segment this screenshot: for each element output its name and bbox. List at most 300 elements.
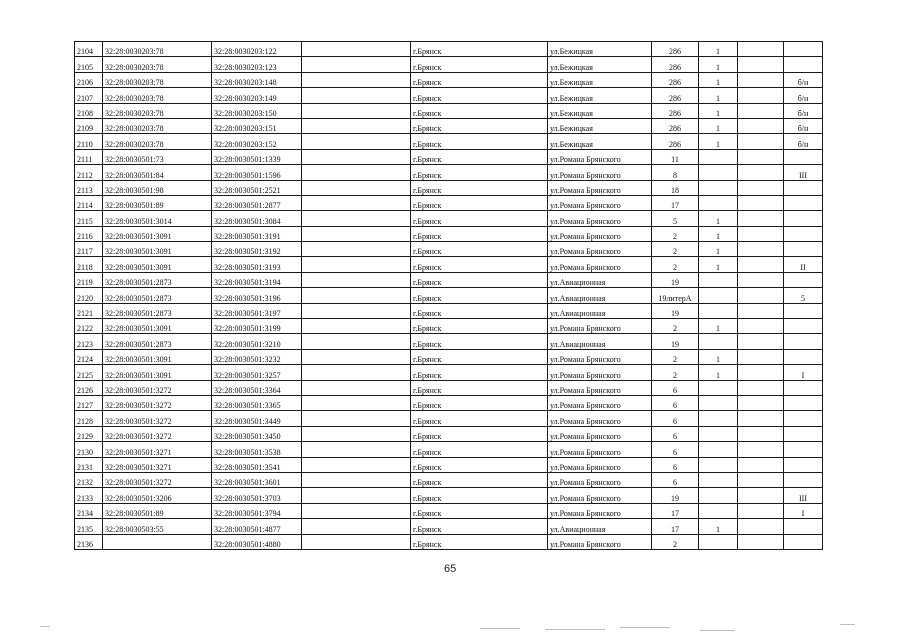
city: г.Брянск <box>411 272 548 287</box>
table-row <box>75 334 823 349</box>
empty-cell <box>302 349 411 364</box>
cadastral-number: 32:28:0030501:3192 <box>212 242 302 257</box>
table-row <box>75 319 823 334</box>
row-number: 2113 <box>75 180 103 195</box>
row-number: 2112 <box>75 165 103 180</box>
table-row <box>75 365 823 380</box>
city: г.Брянск <box>411 288 548 303</box>
parent-cadastral-number: 32:28:0030501:3091 <box>103 349 212 364</box>
city: г.Брянск <box>411 257 548 272</box>
row-number: 2123 <box>75 334 103 349</box>
street: ул.Авиационная <box>548 334 652 349</box>
table-row <box>75 426 823 441</box>
empty-cell <box>738 57 784 72</box>
building: б/н <box>784 118 823 133</box>
parent-cadastral-number: 32:28:0030203:78 <box>103 72 212 87</box>
table-row <box>75 257 823 272</box>
table-row <box>75 272 823 287</box>
house-number: 286 <box>652 72 699 87</box>
litera: 1 <box>699 118 738 133</box>
house-number: 8 <box>652 165 699 180</box>
table-row <box>75 165 823 180</box>
city: г.Брянск <box>411 319 548 334</box>
cadastral-number: 32:28:0030501:4877 <box>212 519 302 534</box>
house-number: 19литерА <box>652 288 699 303</box>
empty-cell <box>302 272 411 287</box>
street: ул.Романа Брянского <box>548 165 652 180</box>
building: б/н <box>784 72 823 87</box>
row-number: 2124 <box>75 349 103 364</box>
city: г.Брянск <box>411 149 548 164</box>
register-table-wrapper <box>74 41 823 550</box>
building <box>784 380 823 395</box>
empty-cell <box>302 519 411 534</box>
litera <box>699 503 738 518</box>
table-row <box>75 72 823 87</box>
empty-cell <box>738 149 784 164</box>
house-number: 2 <box>652 257 699 272</box>
parent-cadastral-number: 32:28:0030501:3091 <box>103 242 212 257</box>
city: г.Брянск <box>411 57 548 72</box>
house-number: 2 <box>652 226 699 241</box>
table-row <box>75 288 823 303</box>
street: ул.Романа Брянского <box>548 349 652 364</box>
street: ул.Романа Брянского <box>548 226 652 241</box>
empty-cell <box>302 72 411 87</box>
row-number: 2136 <box>75 534 103 549</box>
parent-cadastral-number: 32:28:0030501:3014 <box>103 211 212 226</box>
street: ул.Романа Брянского <box>548 411 652 426</box>
empty-cell <box>738 534 784 549</box>
empty-cell <box>738 242 784 257</box>
cadastral-number: 32:28:0030501:3257 <box>212 365 302 380</box>
house-number: 19 <box>652 488 699 503</box>
building <box>784 180 823 195</box>
empty-cell <box>738 303 784 318</box>
parent-cadastral-number: 32:28:0030501:2873 <box>103 303 212 318</box>
house-number: 286 <box>652 118 699 133</box>
empty-cell <box>302 503 411 518</box>
empty-cell <box>738 103 784 118</box>
empty-cell <box>738 472 784 487</box>
parent-cadastral-number: 32:28:0030501:3271 <box>103 457 212 472</box>
city: г.Брянск <box>411 503 548 518</box>
cadastral-number: 32:28:0030501:3193 <box>212 257 302 272</box>
parent-cadastral-number: 32:28:0030501:3091 <box>103 319 212 334</box>
street: ул.Романа Брянского <box>548 472 652 487</box>
table-row <box>75 411 823 426</box>
cadastral-number: 32:28:0030501:3197 <box>212 303 302 318</box>
parent-cadastral-number: 32:28:0030501:3272 <box>103 472 212 487</box>
table-row <box>75 88 823 103</box>
empty-cell <box>302 88 411 103</box>
empty-cell <box>302 365 411 380</box>
street: ул.Романа Брянского <box>548 442 652 457</box>
litera <box>699 488 738 503</box>
cadastral-number: 32:28:0030501:3191 <box>212 226 302 241</box>
empty-cell <box>738 257 784 272</box>
parent-cadastral-number: 32:28:0030203:78 <box>103 118 212 133</box>
parent-cadastral-number: 32:28:0030501:2873 <box>103 272 212 287</box>
city: г.Брянск <box>411 488 548 503</box>
building <box>784 272 823 287</box>
empty-cell <box>302 165 411 180</box>
building <box>784 472 823 487</box>
parent-cadastral-number: 32:28:0030501:3091 <box>103 365 212 380</box>
row-number: 2105 <box>75 57 103 72</box>
street: ул.Романа Брянского <box>548 319 652 334</box>
building <box>784 442 823 457</box>
building <box>784 42 823 57</box>
house-number: 2 <box>652 349 699 364</box>
row-number: 2120 <box>75 288 103 303</box>
building <box>784 411 823 426</box>
city: г.Брянск <box>411 72 548 87</box>
litera <box>699 334 738 349</box>
city: г.Брянск <box>411 103 548 118</box>
empty-cell <box>302 134 411 149</box>
building: б/н <box>784 134 823 149</box>
parent-cadastral-number: 32:28:0030501:3272 <box>103 426 212 441</box>
parent-cadastral-number: 32:28:0030501:73 <box>103 149 212 164</box>
city: г.Брянск <box>411 242 548 257</box>
cadastral-number: 32:28:0030501:3232 <box>212 349 302 364</box>
city: г.Брянск <box>411 411 548 426</box>
parent-cadastral-number: 32:28:0030203:78 <box>103 42 212 57</box>
street: ул.Авиационная <box>548 272 652 287</box>
house-number: 18 <box>652 180 699 195</box>
parent-cadastral-number: 32:28:0030501:98 <box>103 180 212 195</box>
house-number: 2 <box>652 365 699 380</box>
empty-cell <box>738 365 784 380</box>
table-row <box>75 103 823 118</box>
empty-cell <box>738 503 784 518</box>
empty-cell <box>302 395 411 410</box>
house-number: 2 <box>652 242 699 257</box>
house-number: 286 <box>652 134 699 149</box>
row-number: 2125 <box>75 365 103 380</box>
building <box>784 457 823 472</box>
litera <box>699 534 738 549</box>
row-number: 2115 <box>75 211 103 226</box>
street: ул.Бежицкая <box>548 88 652 103</box>
street: ул.Бежицкая <box>548 57 652 72</box>
street: ул.Романа Брянского <box>548 488 652 503</box>
building <box>784 319 823 334</box>
city: г.Брянск <box>411 88 548 103</box>
row-number: 2111 <box>75 149 103 164</box>
building <box>784 519 823 534</box>
city: г.Брянск <box>411 365 548 380</box>
street: ул.Авиационная <box>548 303 652 318</box>
empty-cell <box>302 380 411 395</box>
row-number: 2134 <box>75 503 103 518</box>
empty-cell <box>738 180 784 195</box>
house-number: 286 <box>652 88 699 103</box>
table-row <box>75 534 823 549</box>
cadastral-number: 32:28:0030501:3194 <box>212 272 302 287</box>
cadastral-number: 32:28:0030203:148 <box>212 72 302 87</box>
row-number: 2104 <box>75 42 103 57</box>
litera <box>699 457 738 472</box>
parent-cadastral-number: 32:28:0030501:2873 <box>103 334 212 349</box>
table-row <box>75 349 823 364</box>
parent-cadastral-number: 32:28:0030501:3091 <box>103 226 212 241</box>
cadastral-number: 32:28:0030501:4880 <box>212 534 302 549</box>
house-number: 17 <box>652 519 699 534</box>
litera: 1 <box>699 88 738 103</box>
litera <box>699 149 738 164</box>
litera <box>699 426 738 441</box>
street: ул.Бежицкая <box>548 103 652 118</box>
table-row <box>75 57 823 72</box>
litera: 1 <box>699 57 738 72</box>
parent-cadastral-number: 32:28:0030501:3272 <box>103 380 212 395</box>
empty-cell <box>738 334 784 349</box>
cadastral-number: 32:28:0030501:1596 <box>212 165 302 180</box>
empty-cell <box>302 57 411 72</box>
parent-cadastral-number: 32:28:0030203:78 <box>103 134 212 149</box>
cadastral-number: 32:28:0030203:149 <box>212 88 302 103</box>
litera: 1 <box>699 519 738 534</box>
table-row <box>75 380 823 395</box>
parent-cadastral-number: 32:28:0030501:3271 <box>103 442 212 457</box>
litera <box>699 165 738 180</box>
cadastral-number: 32:28:0030203:150 <box>212 103 302 118</box>
house-number: 6 <box>652 457 699 472</box>
house-number: 17 <box>652 503 699 518</box>
cadastral-number: 32:28:0030501:2521 <box>212 180 302 195</box>
house-number: 6 <box>652 411 699 426</box>
table-row <box>75 503 823 518</box>
empty-cell <box>302 319 411 334</box>
cadastral-number: 32:28:0030501:3199 <box>212 319 302 334</box>
row-number: 2129 <box>75 426 103 441</box>
cadastral-number: 32:28:0030501:3703 <box>212 488 302 503</box>
street: ул.Романа Брянского <box>548 257 652 272</box>
cadastral-number: 32:28:0030203:122 <box>212 42 302 57</box>
parent-cadastral-number: 32:28:0030203:78 <box>103 57 212 72</box>
house-number: 6 <box>652 395 699 410</box>
house-number: 286 <box>652 57 699 72</box>
row-number: 2122 <box>75 319 103 334</box>
empty-cell <box>738 88 784 103</box>
empty-cell <box>302 149 411 164</box>
city: г.Брянск <box>411 534 548 549</box>
row-number: 2130 <box>75 442 103 457</box>
cadastral-number: 32:28:0030501:3541 <box>212 457 302 472</box>
row-number: 2118 <box>75 257 103 272</box>
building <box>784 349 823 364</box>
row-number: 2109 <box>75 118 103 133</box>
litera <box>699 472 738 487</box>
street: ул.Романа Брянского <box>548 365 652 380</box>
house-number: 6 <box>652 472 699 487</box>
house-number: 6 <box>652 380 699 395</box>
parent-cadastral-number: 32:28:0030501:89 <box>103 503 212 518</box>
table-row <box>75 303 823 318</box>
table-row <box>75 488 823 503</box>
empty-cell <box>738 272 784 287</box>
row-number: 2126 <box>75 380 103 395</box>
parent-cadastral-number: 32:28:0030501:3272 <box>103 395 212 410</box>
row-number: 2114 <box>75 195 103 210</box>
city: г.Брянск <box>411 380 548 395</box>
parent-cadastral-number: 32:28:0030501:3091 <box>103 257 212 272</box>
street: ул.Романа Брянского <box>548 195 652 210</box>
litera: 1 <box>699 134 738 149</box>
parent-cadastral-number: 32:28:0030203:78 <box>103 88 212 103</box>
row-number: 2107 <box>75 88 103 103</box>
table-row <box>75 211 823 226</box>
litera <box>699 272 738 287</box>
house-number: 19 <box>652 334 699 349</box>
row-number: 2135 <box>75 519 103 534</box>
cadastral-number: 32:28:0030501:3601 <box>212 472 302 487</box>
litera <box>699 195 738 210</box>
litera: 1 <box>699 319 738 334</box>
litera <box>699 395 738 410</box>
litera: 1 <box>699 103 738 118</box>
parent-cadastral-number: 32:28:0030501:3272 <box>103 411 212 426</box>
litera <box>699 288 738 303</box>
cadastral-number: 32:28:0030203:152 <box>212 134 302 149</box>
empty-cell <box>738 426 784 441</box>
city: г.Брянск <box>411 457 548 472</box>
street: ул.Романа Брянского <box>548 395 652 410</box>
cadastral-number: 32:28:0030501:2877 <box>212 195 302 210</box>
parent-cadastral-number: 32:28:0030501:84 <box>103 165 212 180</box>
empty-cell <box>302 334 411 349</box>
house-number: 6 <box>652 442 699 457</box>
row-number: 2108 <box>75 103 103 118</box>
building: II <box>784 257 823 272</box>
empty-cell <box>738 457 784 472</box>
city: г.Брянск <box>411 519 548 534</box>
empty-cell <box>738 319 784 334</box>
empty-cell <box>738 165 784 180</box>
table-row <box>75 395 823 410</box>
empty-cell <box>738 42 784 57</box>
building: б/н <box>784 88 823 103</box>
litera: 1 <box>699 226 738 241</box>
building <box>784 303 823 318</box>
street: ул.Авиационная <box>548 519 652 534</box>
city: г.Брянск <box>411 472 548 487</box>
building: б/н <box>784 103 823 118</box>
row-number: 2117 <box>75 242 103 257</box>
building <box>784 426 823 441</box>
cadastral-number: 32:28:0030501:3210 <box>212 334 302 349</box>
empty-cell <box>302 242 411 257</box>
table-row <box>75 42 823 57</box>
empty-cell <box>302 42 411 57</box>
litera: 1 <box>699 211 738 226</box>
street: ул.Бежицкая <box>548 134 652 149</box>
building <box>784 149 823 164</box>
parent-cadastral-number: 32:28:0030501:89 <box>103 195 212 210</box>
empty-cell <box>738 519 784 534</box>
empty-cell <box>302 472 411 487</box>
city: г.Брянск <box>411 395 548 410</box>
empty-cell <box>302 118 411 133</box>
table-row <box>75 442 823 457</box>
row-number: 2121 <box>75 303 103 318</box>
building: I <box>784 503 823 518</box>
register-table <box>74 41 823 550</box>
empty-cell <box>738 349 784 364</box>
street: ул.Авиационная <box>548 288 652 303</box>
empty-cell <box>738 226 784 241</box>
city: г.Брянск <box>411 303 548 318</box>
litera: 1 <box>699 349 738 364</box>
empty-cell <box>302 488 411 503</box>
city: г.Брянск <box>411 426 548 441</box>
litera: 1 <box>699 257 738 272</box>
street: ул.Бежицкая <box>548 118 652 133</box>
empty-cell <box>738 211 784 226</box>
cadastral-number: 32:28:0030501:1339 <box>212 149 302 164</box>
register-table-body <box>75 42 823 550</box>
litera <box>699 442 738 457</box>
row-number: 2110 <box>75 134 103 149</box>
building: III <box>784 165 823 180</box>
empty-cell <box>738 411 784 426</box>
city: г.Брянск <box>411 42 548 57</box>
cadastral-number: 32:28:0030501:3450 <box>212 426 302 441</box>
cadastral-number: 32:28:0030203:123 <box>212 57 302 72</box>
empty-cell <box>738 195 784 210</box>
empty-cell <box>302 195 411 210</box>
building: I <box>784 365 823 380</box>
empty-cell <box>738 118 784 133</box>
empty-cell <box>738 395 784 410</box>
street: ул.Романа Брянского <box>548 380 652 395</box>
litera: 1 <box>699 365 738 380</box>
empty-cell <box>302 426 411 441</box>
table-row <box>75 118 823 133</box>
empty-cell <box>738 134 784 149</box>
cadastral-number: 32:28:0030501:3084 <box>212 211 302 226</box>
city: г.Брянск <box>411 180 548 195</box>
empty-cell <box>302 534 411 549</box>
parent-cadastral-number: 32:28:0030501:3206 <box>103 488 212 503</box>
litera: 1 <box>699 242 738 257</box>
table-row <box>75 242 823 257</box>
row-number: 2131 <box>75 457 103 472</box>
row-number: 2132 <box>75 472 103 487</box>
building <box>784 226 823 241</box>
parent-cadastral-number: 32:28:0030203:78 <box>103 103 212 118</box>
scan-artifacts <box>0 620 905 640</box>
cadastral-number: 32:28:0030501:3794 <box>212 503 302 518</box>
empty-cell <box>302 103 411 118</box>
row-number: 2133 <box>75 488 103 503</box>
city: г.Брянск <box>411 334 548 349</box>
table-row <box>75 134 823 149</box>
table-row <box>75 519 823 534</box>
street: ул.Романа Брянского <box>548 503 652 518</box>
parent-cadastral-number: 32:28:0030503:55 <box>103 519 212 534</box>
row-number: 2119 <box>75 272 103 287</box>
empty-cell <box>302 211 411 226</box>
street: ул.Романа Брянского <box>548 242 652 257</box>
empty-cell <box>302 257 411 272</box>
row-number: 2116 <box>75 226 103 241</box>
building: 5 <box>784 288 823 303</box>
litera <box>699 303 738 318</box>
city: г.Брянск <box>411 349 548 364</box>
